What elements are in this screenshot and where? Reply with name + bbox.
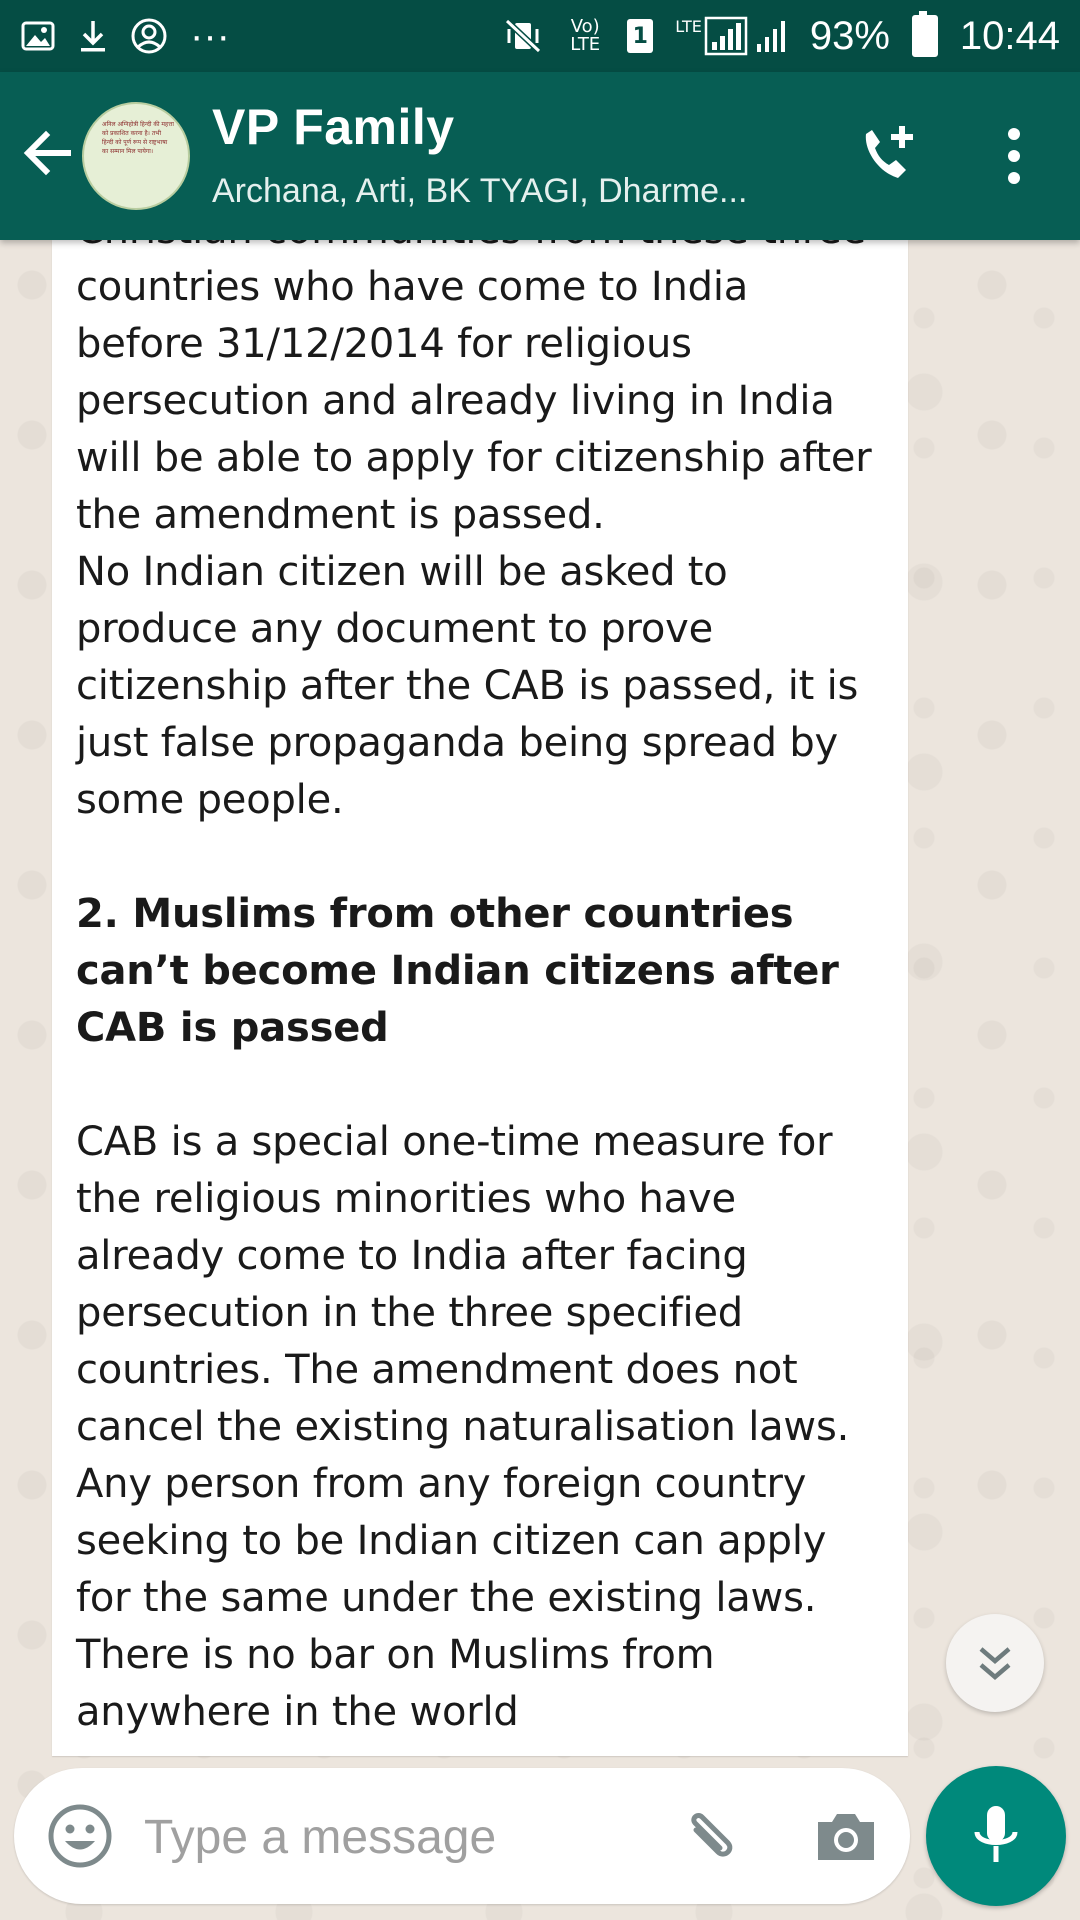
message-heading: 2. Muslims from other countries can’t become Indian citizens after CAB is passed [76,891,853,1051]
chat-title[interactable]: VP Family [212,99,455,155]
add-call-icon [852,120,924,192]
avatar-caption: अनिल अग्निहोत्री हिन्दी की महत्ता को प्रकाशित करना है। तभी हिन्दी को पूर्ण रूप से राष्ट्रभाषा का सम्मान मिल पायेगा। [102,121,174,155]
camera-icon [810,1800,882,1872]
emoji-button[interactable] [44,1800,116,1872]
battery-icon [912,15,938,57]
microphone-icon [966,1800,1026,1872]
attach-button[interactable] [674,1800,746,1872]
signal-icon [675,16,788,56]
add-call-button[interactable] [852,120,924,192]
back-button[interactable] [18,122,80,184]
sim-icon: 1 [627,19,653,53]
status-bar [0,0,1080,72]
camera-button[interactable] [810,1800,882,1872]
message-paragraph: CAB is a special one-time measure for the religious minorities who have already come to India after facing persecution in the three specified countries. The amendment does not cancel the existing naturalisation laws. Any person from any foreign country seeking to be Indian citizen can apply for the same under the existing laws. There is no bar on Muslims from anywhere in the world [76,1119,862,1735]
message-paragraph: countries who have come to India before 31/12/2014 for religious persecution and already living in India will be able to apply for citizenship after the amendment is passed. No Indian citizen will be asked to produce any document to prove citizenship after the CAB is passed, it is just false propaganda being spread by some people. [76,264,872,823]
voice-message-button[interactable] [926,1766,1066,1906]
chat-header [0,72,1080,240]
download-icon [78,18,108,54]
chat-members[interactable]: Archana, Arti, BK TYAGI, Dharme... [212,172,748,210]
mute-vibrate-icon [503,17,543,55]
message-bubble[interactable] [52,240,908,1756]
scroll-to-bottom-button[interactable] [946,1614,1044,1712]
message-input[interactable] [142,1796,646,1878]
more-notifications-icon: ··· [190,13,230,58]
battery-percent: 93% [809,13,890,58]
double-chevron-down-icon [973,1643,1017,1683]
gallery-icon [20,18,56,54]
arrow-back-icon [18,122,80,184]
group-avatar[interactable] [82,102,190,210]
message-text [76,202,884,1741]
volte-icon: Vo) LTE [570,16,601,55]
lte-label: LTE [675,16,702,36]
emoji-icon [44,1800,116,1872]
more-vert-icon [984,120,1044,192]
paperclip-icon [674,1800,746,1872]
message-composer [14,1768,910,1904]
account-icon [130,17,168,55]
clock: 10:44 [959,13,1060,58]
overflow-menu-button[interactable] [984,120,1044,192]
